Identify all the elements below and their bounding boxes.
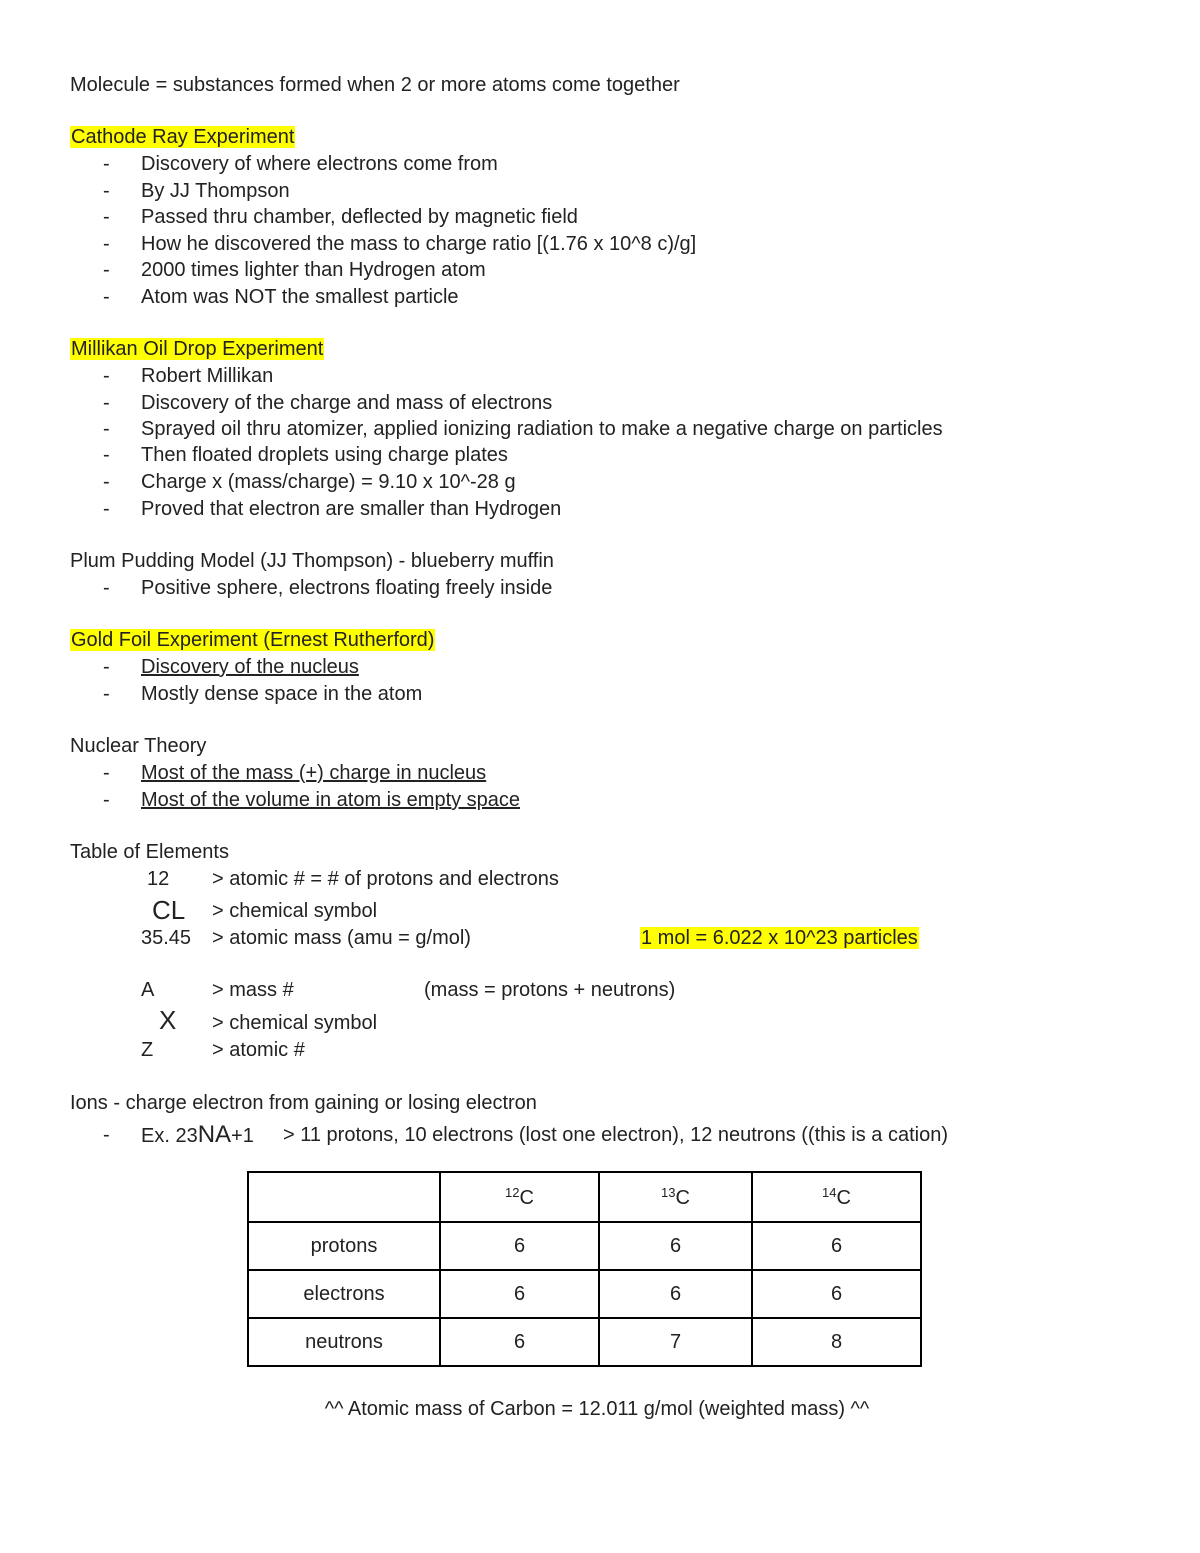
gold-heading-text: Gold Foil Experiment (Ernest Rutherford)	[71, 629, 435, 651]
table-cell: 6	[752, 1222, 921, 1270]
nuclear-heading: Nuclear Theory	[70, 735, 207, 757]
gold-heading	[70, 628, 435, 652]
element-atomic-number: 12	[147, 868, 170, 890]
notation-symbol-desc: > chemical symbol	[212, 1012, 378, 1034]
notation-atomic-letter: Z	[141, 1039, 154, 1061]
element-atomic-number-desc: > atomic # = # of protons and electrons	[212, 868, 559, 890]
table-header-cell: $^{14}$C	[752, 1172, 921, 1222]
table-cell: 8	[752, 1318, 921, 1366]
notation-mass-desc: > mass #	[212, 979, 294, 1001]
table-row	[248, 1222, 921, 1270]
plum-heading: Plum Pudding Model (JJ Thompson) - blueberry muffin	[70, 550, 554, 572]
document-page: Molecule = substances formed when 2 or more atoms come together Cathode Ray Experiment - Discovery of where electrons come from - By JJ Thompson - Passed thru chamber, deflected by magnetic field - How he discovered the mass to charge ratio [(1.76 x 10^8 c)/g] - 2000 times lighter than Hydrogen atom - Atom was NOT the smallest particle Millikan Oil Drop Experiment - Robert Millikan - Discovery of the charge and mass of electrons - Sprayed oil thru atomizer, applied ionizing radiation to make a negative charge on particles - Then floated droplets using charge plates - Charge x (mass/charge) = 9.10 x 10^-28 g - Proved that electron are smaller than Hydrogen Plum Pudding Model (JJ Thompson) - blueberry muffin - Positive sphere, electrons floating freely inside Gold Foil Experiment (Ernest Rutherford) - Discovery of the nucleus - Mostly dense space in the atom Nuclear Theory - Most of the mass (+) charge in nucleus - Most of the volume in atom is empty space Table of Elements 12 > atomic # = # of protons and electrons CL > chemical symbol 35.45 > atomic mass (amu = g/mol) 1 mol = 6.022 x 10^23 particles A > mass # (mass = protons + neutrons) X > chemical symbol Z > atomic # Ions - charge electron from gaining or losing electron - Ex. 23NA+1 > 11 protons, 10 electrons (lost one electron), 12 neutrons ((this is a cation) $^{12}$C $^{13}$C $^{14}$C protons 6 6 6 electrons 6 6 6 neutrons 6 7 8 ^^ Atomic mass of Carbon = 12.011 g/mol (weighted mass) ^^	[0, 0, 1200, 1553]
notation-symbol-letter: X	[159, 1005, 177, 1035]
element-atomic-mass-desc: > atomic mass (amu = g/mol)	[212, 927, 471, 949]
cathode-heading-text: Cathode Ray Experiment	[71, 126, 295, 148]
element-symbol: CL	[152, 895, 186, 925]
table-cell: 6	[599, 1270, 752, 1318]
row-label: electrons	[248, 1270, 440, 1318]
table-row	[248, 1172, 921, 1222]
mol-note	[640, 926, 919, 950]
cathode-heading	[70, 125, 295, 149]
table-cell: 7	[599, 1318, 752, 1366]
element-symbol-desc: > chemical symbol	[212, 900, 378, 922]
table-corner-cell	[248, 1172, 440, 1222]
table-cell: 6	[440, 1222, 599, 1270]
table-row	[248, 1270, 921, 1318]
element-atomic-mass: 35.45	[141, 927, 192, 949]
notation-mass-letter: A	[141, 979, 155, 1001]
table-of-elements-heading: Table of Elements	[70, 841, 229, 863]
table-cell: 6	[599, 1222, 752, 1270]
table-cell: 6	[440, 1318, 599, 1366]
carbon-note: ^^ Atomic mass of Carbon = 12.011 g/mol (weighted mass) ^^	[324, 1398, 870, 1420]
table-cell: 6	[752, 1270, 921, 1318]
notation-atomic-desc: > atomic #	[212, 1039, 305, 1061]
millikan-heading	[70, 337, 324, 361]
table-cell: 6	[440, 1270, 599, 1318]
table-header-cell: $^{12}$C	[440, 1172, 599, 1222]
row-label: neutrons	[248, 1318, 440, 1366]
mol-note-text: 1 mol = 6.022 x 10^23 particles	[641, 927, 918, 949]
notation-mass-note: (mass = protons + neutrons)	[424, 979, 676, 1001]
table-header-cell: $^{13}$C	[599, 1172, 752, 1222]
isotope-table	[247, 1171, 922, 1367]
ions-heading: Ions - charge electron from gaining or losing electron	[70, 1092, 537, 1114]
table-row	[248, 1318, 921, 1366]
millikan-heading-text: Millikan Oil Drop Experiment	[71, 338, 324, 360]
row-label: protons	[248, 1222, 440, 1270]
molecule-definition: Molecule = substances formed when 2 or more atoms come together	[70, 74, 680, 96]
